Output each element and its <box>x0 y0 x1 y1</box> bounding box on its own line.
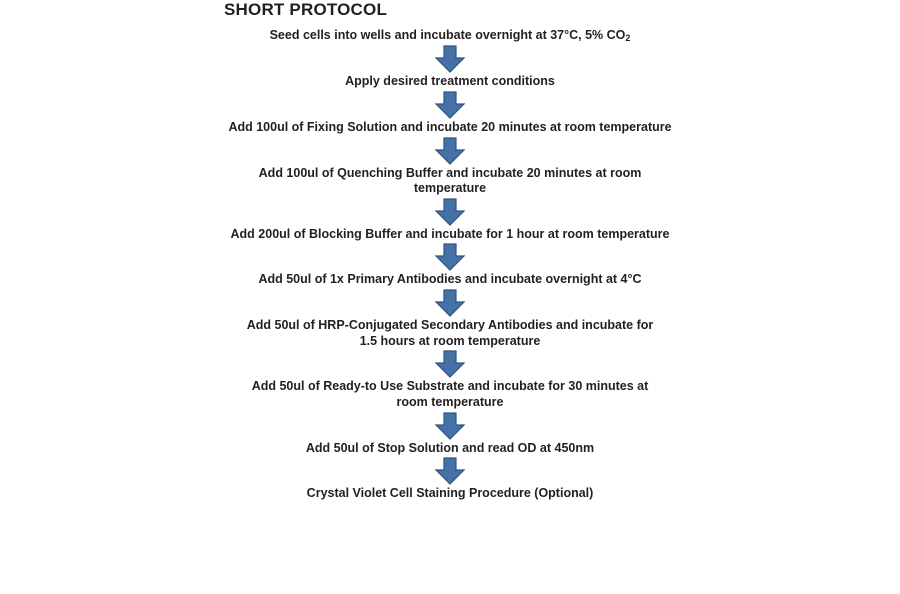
down-arrow-icon <box>433 456 467 486</box>
step-substrate: Add 50ul of Ready-to Use Substrate and incubate for 30 minutes at room temperature <box>251 379 649 409</box>
down-arrow-icon <box>433 90 467 120</box>
step-quenching-buffer: Add 100ul of Quenching Buffer and incubate 20 minutes at room temperature <box>258 165 642 196</box>
step-apply-treatment: Apply desired treatment conditions <box>345 74 555 89</box>
down-arrow-icon <box>433 288 467 318</box>
page-title: SHORT PROTOCOL <box>224 0 388 19</box>
step-blocking-buffer: Add 200ul of Blocking Buffer and incubate for 1 hour at room temperature <box>230 226 670 241</box>
down-arrow-icon <box>433 136 467 166</box>
step-stop-solution: Add 50ul of Stop Solution and read OD at 450nm <box>305 440 595 455</box>
down-arrow-icon <box>433 197 467 227</box>
down-arrow-icon <box>433 349 467 379</box>
step-crystal-violet: Crystal Violet Cell Staining Procedure (Optional) <box>306 486 594 501</box>
step-primary-antibodies: Add 50ul of 1x Primary Antibodies and incubate overnight at 4°C <box>258 272 642 287</box>
down-arrow-icon <box>433 242 467 272</box>
step-seed-cells <box>190 28 710 44</box>
down-arrow-icon <box>433 411 467 441</box>
step-label: Seed cells into wells and incubate overnight at 37°C, 5% $CO_2$ <box>269 28 631 43</box>
step-secondary-antibodies: Add 50ul of HRP-Conjugated Secondary Antibodies and incubate for 1.5 hours at room temperature <box>246 318 654 348</box>
protocol-flowchart <box>0 28 900 502</box>
down-arrow-icon <box>433 44 467 74</box>
step-fixing-solution: Add 100ul of Fixing Solution and incubate 20 minutes at room temperature <box>228 119 672 134</box>
